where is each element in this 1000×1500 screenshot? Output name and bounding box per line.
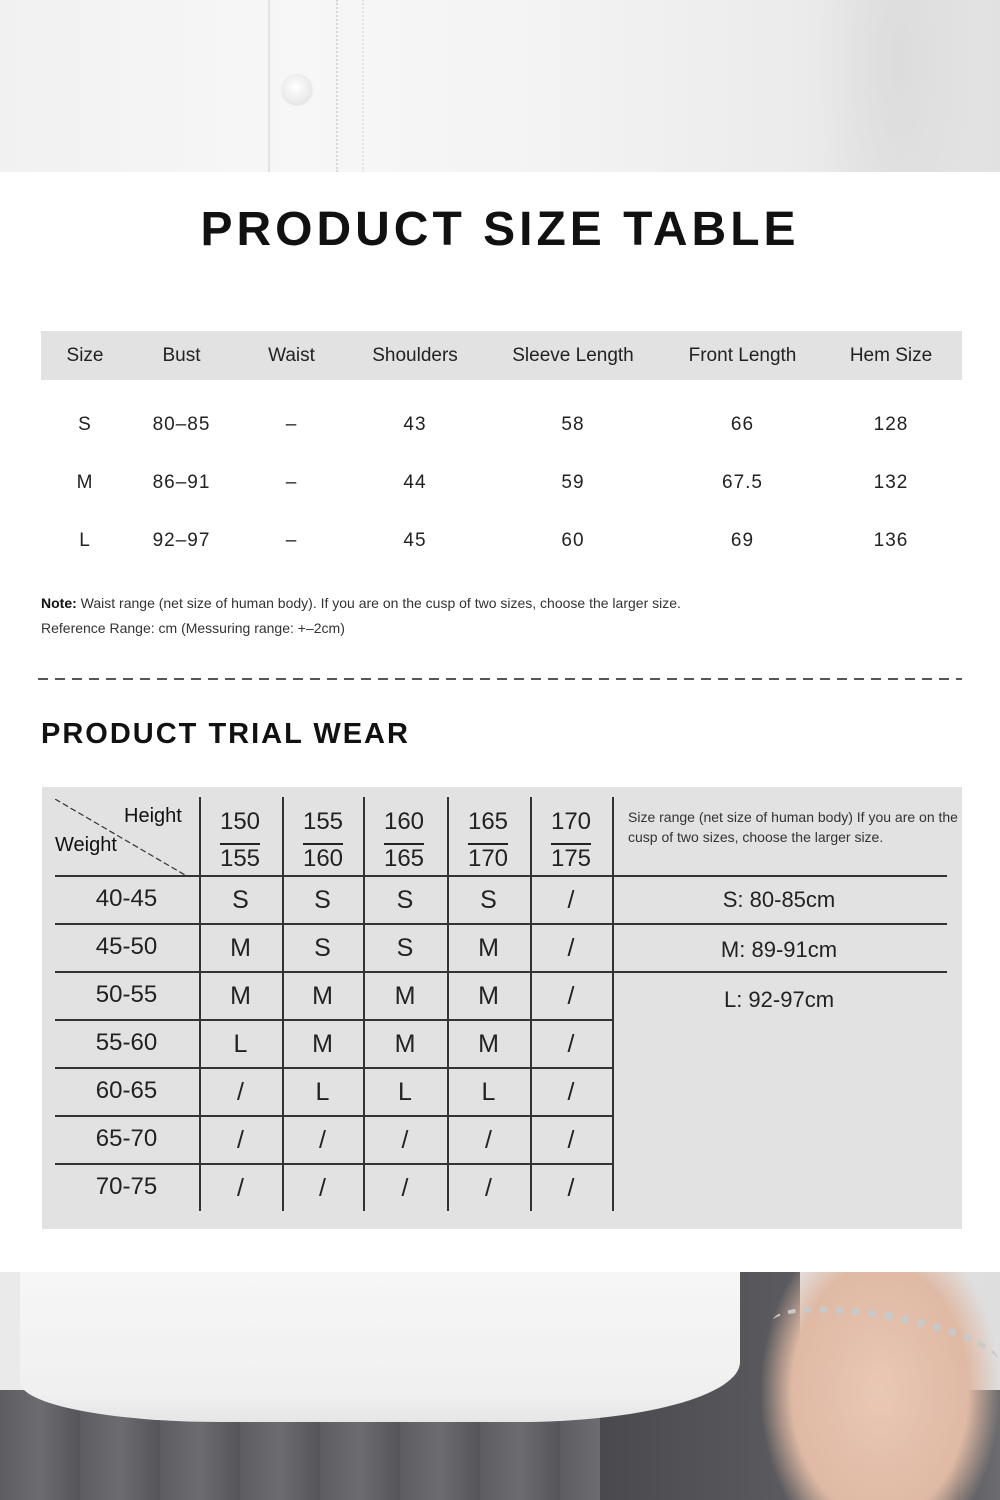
- size-cell: S: [396, 934, 414, 962]
- size-cell: /: [237, 1126, 244, 1154]
- grid-horizontal-line: [55, 1163, 612, 1165]
- cell-hem-size: 128: [873, 414, 909, 435]
- height-top: 170: [550, 808, 592, 835]
- size-note: [41, 595, 681, 611]
- size-cell: /: [567, 982, 575, 1010]
- height-top: 160: [383, 808, 425, 835]
- note-label: Note:: [41, 595, 77, 611]
- cell-shoulders: 45: [403, 530, 427, 551]
- height-bottom: 155: [219, 845, 261, 872]
- header-hem-size: Hem Size: [820, 331, 962, 380]
- size-table-header: [41, 331, 962, 380]
- size-cell: M: [312, 982, 333, 1010]
- cell-bust: 80–85: [152, 414, 211, 435]
- cell-sleeve-length: 59: [561, 472, 585, 493]
- size-cell: L: [233, 1030, 248, 1058]
- cell-bust: 92–97: [152, 530, 211, 551]
- size-cell: M: [478, 982, 499, 1010]
- grid-horizontal-line: [55, 1115, 612, 1117]
- size-cell: /: [567, 1030, 575, 1058]
- size-cell: M: [394, 982, 416, 1010]
- height-bottom: 175: [550, 845, 592, 872]
- size-cell: /: [567, 934, 575, 962]
- height-label: Height: [124, 805, 182, 827]
- cell-sleeve-length: 60: [561, 530, 585, 551]
- height-bottom: 160: [302, 845, 344, 872]
- header-shoulders: Shoulders: [349, 331, 481, 380]
- cell-hem-size: 136: [873, 530, 909, 551]
- size-cell: L: [481, 1078, 496, 1106]
- cell-bust: 86–91: [152, 472, 211, 493]
- shirt-seam: [268, 0, 270, 172]
- shirt-button: [282, 74, 312, 104]
- weight-label: Weight: [55, 834, 117, 856]
- lace-placket: [336, 0, 364, 172]
- size-cell: /: [319, 1174, 326, 1202]
- height-top: 150: [219, 808, 261, 835]
- grid-horizontal-line: [55, 1067, 612, 1069]
- weight-row-label: 50-55: [95, 981, 158, 1008]
- weight-row-label: 40-45: [95, 885, 158, 912]
- header-bust: Bust: [129, 331, 234, 380]
- size-cell: S: [480, 886, 497, 914]
- table-row: [41, 454, 962, 512]
- size-cell: /: [237, 1174, 244, 1202]
- header-front-length: Front Length: [665, 331, 820, 380]
- header-sleeve-length: Sleeve Length: [481, 331, 665, 380]
- height-column-header: [530, 803, 612, 877]
- size-cell: /: [401, 1126, 409, 1154]
- trial-wear-table: [42, 787, 962, 1229]
- range-m: M: 89-91cm: [720, 937, 838, 962]
- cell-front-length: 66: [730, 414, 755, 435]
- size-cell: M: [230, 934, 251, 962]
- reference-range: Reference Range: cm (Messuring range: +–2cm): [41, 620, 345, 636]
- header-size: Size: [41, 331, 129, 380]
- cell-waist: –: [285, 530, 298, 551]
- cell-size: M: [76, 472, 94, 493]
- size-cell: L: [398, 1078, 412, 1106]
- top-product-photo: [0, 0, 1000, 172]
- size-cell: S: [314, 934, 331, 962]
- page-title: PRODUCT SIZE TABLE: [200, 203, 800, 256]
- size-info-panel: [0, 172, 1000, 1272]
- size-cell: M: [478, 934, 499, 962]
- height-bottom: 170: [467, 845, 509, 872]
- weight-row-label: 70-75: [95, 1173, 158, 1200]
- height-column-header: [363, 803, 445, 877]
- cell-shoulders: 43: [403, 414, 427, 435]
- weight-row-label: 65-70: [95, 1125, 158, 1152]
- size-cell: /: [567, 1174, 575, 1202]
- bottom-product-photo: [0, 1272, 1000, 1500]
- size-cell: M: [394, 1030, 416, 1058]
- size-cell: M: [478, 1030, 499, 1058]
- cell-size: S: [78, 414, 92, 435]
- size-cell: /: [485, 1126, 492, 1154]
- grid-horizontal-line: [55, 875, 947, 877]
- cell-sleeve-length: 58: [561, 414, 585, 435]
- range-s: S: 80-85cm: [722, 887, 836, 912]
- dashed-divider: [38, 678, 962, 680]
- note-text: Waist range (net size of human body). If you are on the cusp of two sizes, choose the larger size.: [80, 595, 681, 611]
- shirt-hem: [20, 1272, 740, 1422]
- cell-shoulders: 44: [403, 472, 427, 493]
- height-top: 165: [467, 808, 509, 835]
- table-row: [41, 396, 962, 454]
- grid-horizontal-line: [55, 923, 947, 925]
- size-cell: /: [319, 1126, 326, 1154]
- range-l: L: 92-97cm: [723, 987, 835, 1012]
- size-cell: /: [237, 1078, 244, 1106]
- table-row: [41, 512, 962, 570]
- wrist: [720, 1272, 1000, 1500]
- size-cell: S: [314, 886, 331, 914]
- grid-horizontal-line: [55, 971, 947, 973]
- height-column-header: [282, 803, 364, 877]
- cell-waist: –: [285, 472, 298, 493]
- size-cell: M: [230, 982, 251, 1010]
- cell-front-length: 69: [730, 530, 755, 551]
- grid-horizontal-line: [55, 1019, 612, 1021]
- size-cell: /: [567, 1078, 575, 1106]
- weight-row-label: 55-60: [95, 1029, 158, 1056]
- size-cell: M: [312, 1030, 333, 1058]
- height-top: 155: [302, 808, 344, 835]
- size-cell: /: [567, 1126, 575, 1154]
- height-column-header: [447, 803, 529, 877]
- height-bottom: 165: [383, 845, 425, 872]
- size-cell: L: [315, 1078, 330, 1106]
- cell-size: L: [79, 530, 91, 551]
- size-cell: /: [485, 1174, 492, 1202]
- cell-waist: –: [285, 414, 298, 435]
- size-cell: S: [232, 886, 249, 914]
- cell-hem-size: 132: [873, 472, 909, 493]
- cell-front-length: 67.5: [722, 472, 763, 493]
- size-cell: /: [401, 1174, 409, 1202]
- size-range-note: Size range (net size of human body) If you are on the cusp of two sizes, choose the larger size.: [628, 809, 958, 845]
- weight-row-label: 60-65: [95, 1077, 158, 1104]
- weight-row-label: 45-50: [95, 933, 158, 960]
- grid-vertical-line: [612, 797, 614, 1211]
- trial-title: PRODUCT TRIAL WEAR: [41, 718, 410, 750]
- height-column-header: [199, 803, 281, 877]
- header-waist: Waist: [234, 331, 349, 380]
- size-cell: S: [396, 886, 414, 914]
- size-cell: /: [567, 886, 575, 914]
- size-table: [41, 331, 962, 570]
